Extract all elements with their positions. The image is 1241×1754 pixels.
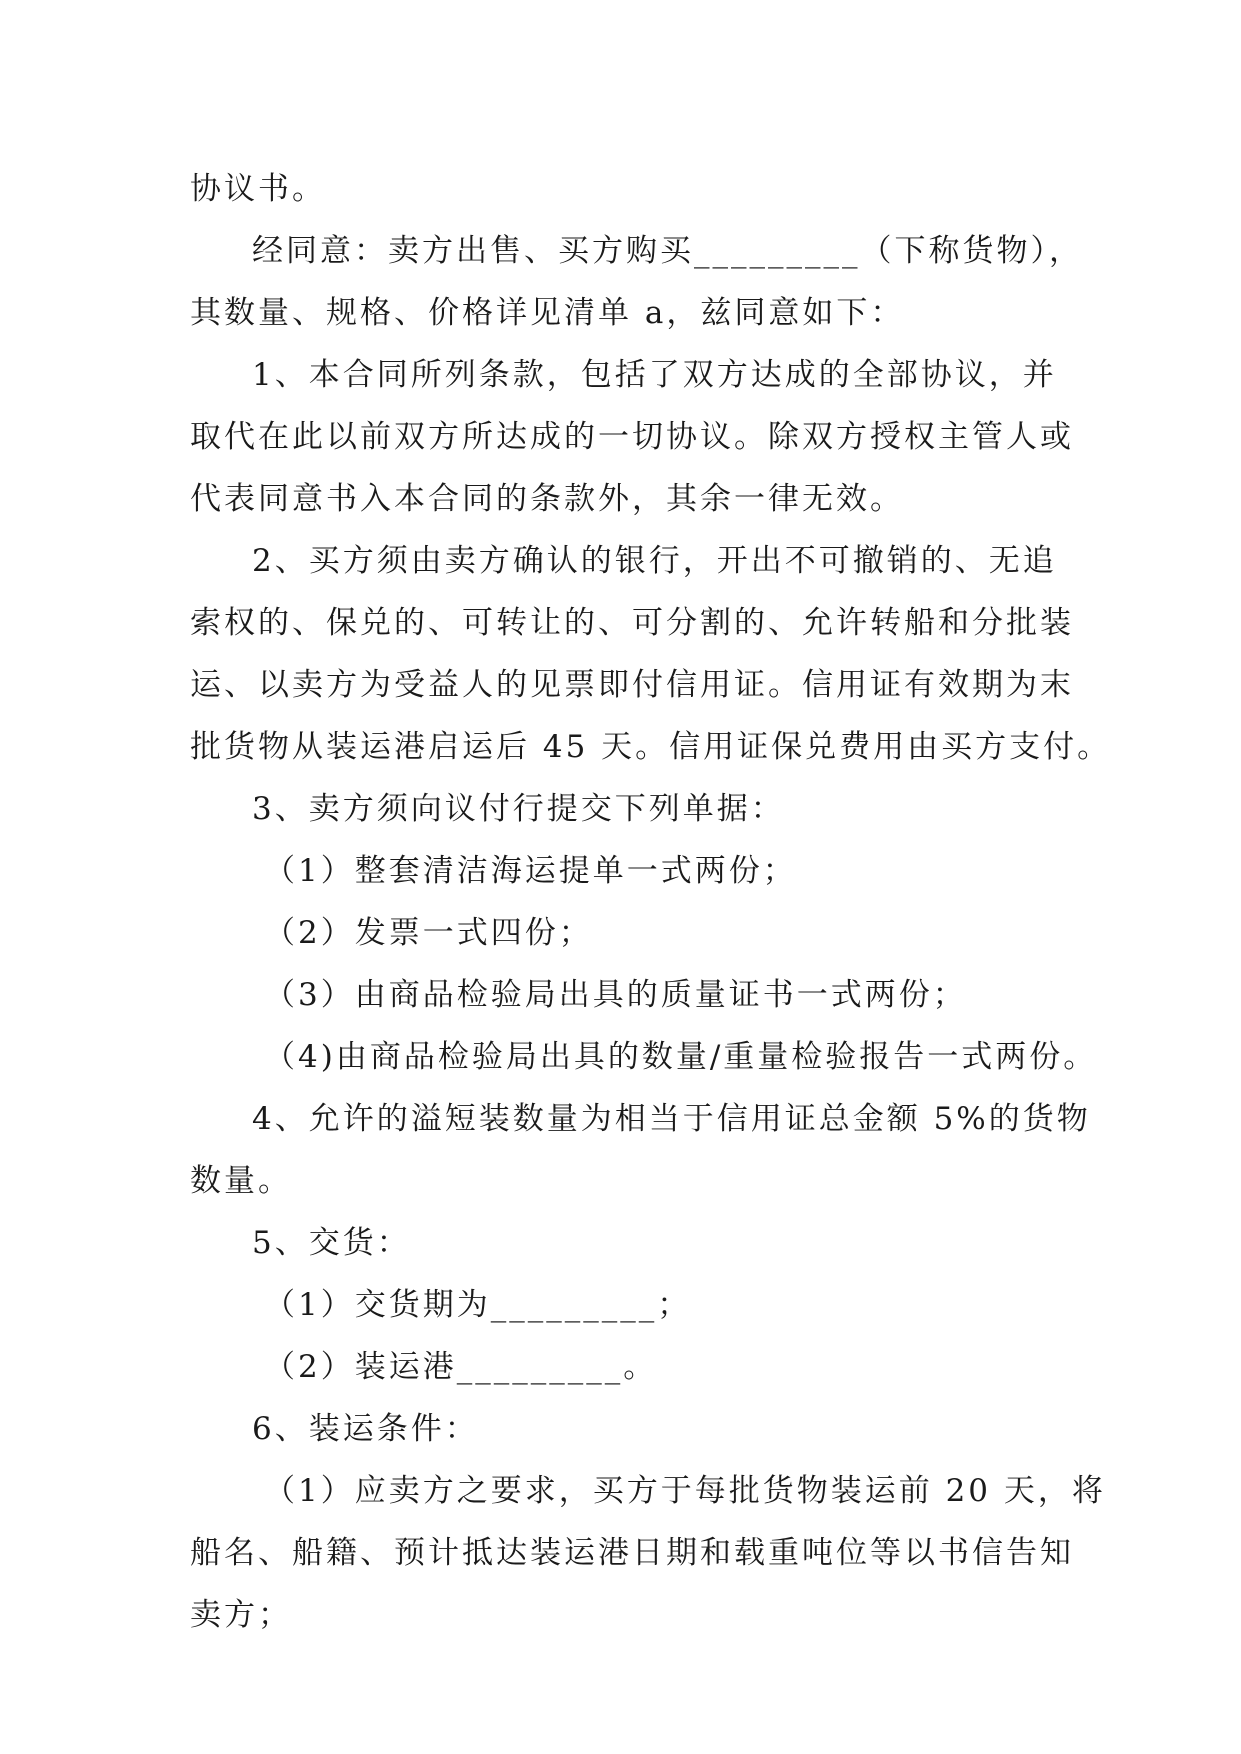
text-line: （3）由商品检验局出具的质量证书一式两份； — [264, 977, 967, 1013]
text-line: 经同意：卖方出售、买方购买_________（下称货物）， — [252, 233, 1083, 269]
text-line: 卖方； — [190, 1597, 292, 1633]
text-line: 5、交货： — [252, 1225, 411, 1261]
text-line: 运、以卖方为受益人的见票即付信用证。信用证有效期为末 — [190, 667, 1074, 703]
text-line: 取代在此以前双方所达成的一切协议。除双方授权主管人或 — [190, 419, 1074, 455]
text-line: 批货物从装运港启运后 45 天。信用证保兑费用由买方支付。 — [190, 729, 1112, 765]
text-line: （1）整套清洁海运提单一式两份； — [264, 853, 797, 889]
text-line: 数量。 — [190, 1163, 292, 1199]
text-line: （4)由商品检验局出具的数量/重量检验报告一式两份。 — [264, 1039, 1098, 1075]
text-line: 4、允许的溢短装数量为相当于信用证总金额 5%的货物 — [252, 1101, 1091, 1137]
text-line: 其数量、规格、价格详见清单 a，兹同意如下： — [190, 295, 905, 331]
text-line: 3、卖方须向议付行提交下列单据： — [252, 791, 785, 827]
text-line: （2）装运港_________。 — [264, 1349, 658, 1385]
text-line: （1）交货期为_________； — [264, 1287, 692, 1323]
text-line: 2、买方须由卖方确认的银行，开出不可撤销的、无追 — [252, 543, 1057, 579]
text-line: （2）发票一式四份； — [264, 915, 593, 951]
text-line: 代表同意书入本合同的条款外，其余一律无效。 — [190, 481, 904, 517]
text-line: 6、装运条件： — [252, 1411, 479, 1447]
text-line: 索权的、保兑的、可转让的、可分割的、允许转船和分批装 — [190, 605, 1074, 641]
text-line: （1）应卖方之要求，买方于每批货物装运前 20 天，将 — [264, 1473, 1106, 1509]
text-line: 协议书。 — [190, 171, 326, 207]
text-line: 船名、船籍、预计抵达装运港日期和载重吨位等以书信告知 — [190, 1535, 1074, 1571]
document-body — [190, 158, 1112, 1646]
text-line: 1、本合同所列条款，包括了双方达成的全部协议，并 — [252, 357, 1057, 393]
